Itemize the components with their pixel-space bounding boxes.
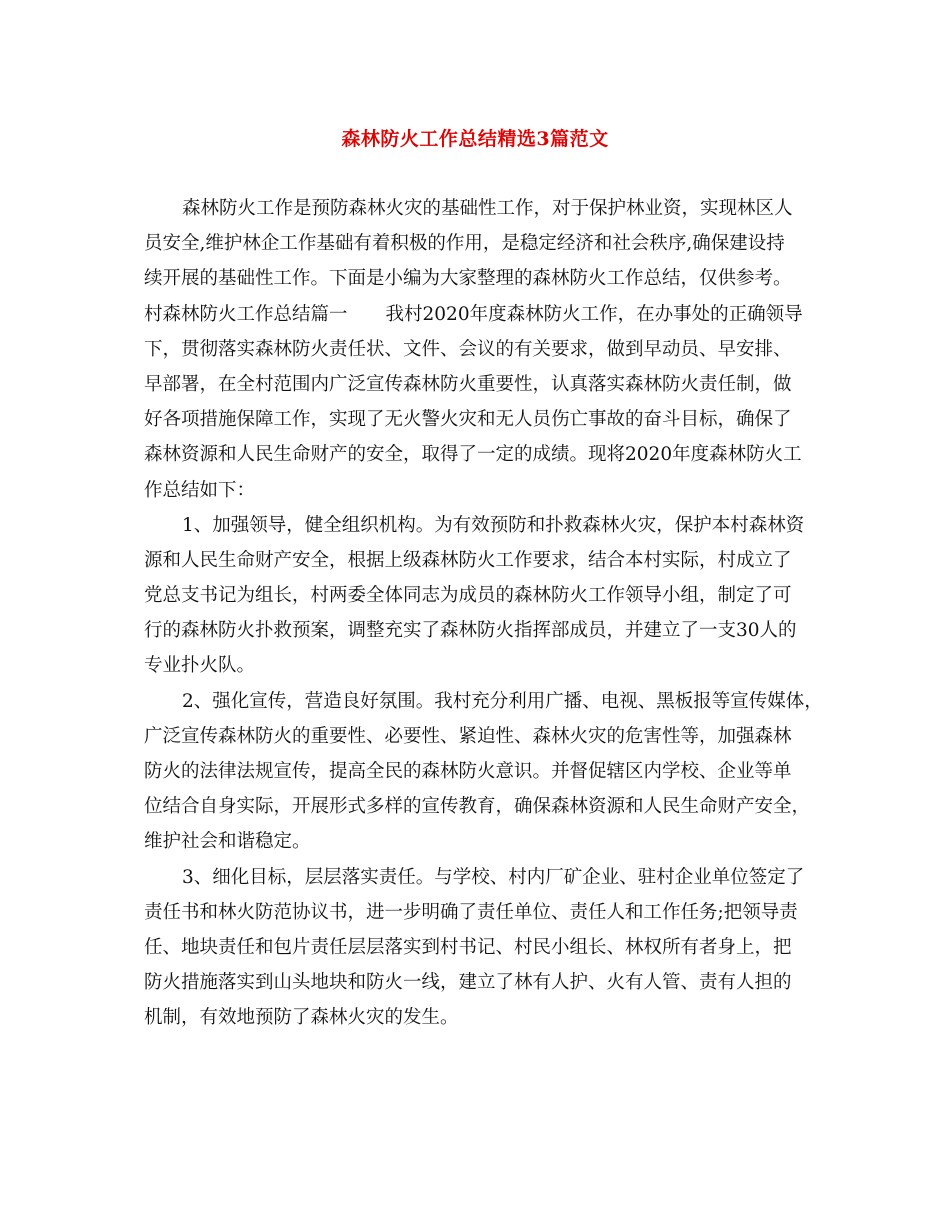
paragraph-line: 续开展的基础性工作。下面是小编为大家整理的森林防火工作总结，仅供参考。: [144, 268, 792, 290]
section-heading: 村森林防火工作总结篇一: [144, 303, 348, 325]
paragraph-line: 防火措施落实到山头地块和防火一线，建立了林有人护、火有人管、责有人担的: [144, 972, 792, 994]
paragraph-line: 员安全,维护林企工作基础有着积极的作用，是稳定经济和社会秩序,确保建设持: [144, 233, 785, 255]
document-title: 森林防火工作总结精选3篇范文: [341, 128, 609, 150]
paragraph-line: 位结合自身实际，开展形式多样的宣传教育，确保森林资源和人民生命财产安全，: [144, 796, 811, 818]
paragraph-line: 源和人民生命财产安全，根据上级森林防火工作要求，结合本村实际，村成立了: [144, 549, 792, 571]
document-body: [144, 191, 823, 1036]
paragraph-line: 党总支书记为组长，村两委全体同志为成员的森林防火工作领导小组，制定了可: [144, 585, 792, 607]
paragraph-line: 作总结如下：: [144, 479, 256, 501]
paragraph-line: 广泛宣传森林防火的重要性、必要性、紧迫性、森林火灾的危害性等，加强森林: [144, 725, 792, 747]
paragraph-line: 森林资源和人民生命财产的安全，取得了一定的成绩。现将2020年度森林防火工: [144, 444, 802, 466]
paragraph-line: 责任书和林火防范协议书，进一步明确了责任单位、责任人和工作任务;把领导责: [144, 901, 798, 923]
paragraph-line: 3、细化目标，层层落实责任。与学校、村内厂矿企业、驻村企业单位签定了: [182, 866, 805, 888]
paragraph-line: 专业扑火队。: [144, 655, 256, 677]
section-heading-line: [144, 297, 812, 332]
paragraph-line: 森林防火工作是预防森林火灾的基础性工作，对于保护林业资，实现林区人: [182, 198, 793, 219]
paragraph-line: 机制，有效地预防了森林火灾的发生。: [144, 1007, 459, 1029]
paragraph-line: 任、地块责任和包片责任层层落实到村书记、村民小组长、林权所有者身上，把: [144, 936, 792, 958]
paragraph-line: 维护社会和谐稳定。: [144, 831, 311, 853]
paragraph-line: 1、加强领导，健全组织机构。为有效预防和扑救森林火灾，保护本村森林资: [182, 514, 805, 536]
paragraph-text: 我村2020年度森林防火工作，在办事处的正确领导: [385, 303, 803, 325]
paragraph-line: 2、强化宣传，营造良好氛围。我村充分利用广播、电视、黑板报等宣传媒体，: [182, 690, 823, 712]
paragraph-line: 行的森林防火扑救预案，调整充实了森林防火指挥部成员，并建立了一支30人的: [144, 620, 797, 642]
paragraph-line: 好各项措施保障工作，实现了无火警火灾和无人员伤亡事故的奋斗目标，确保了: [144, 409, 792, 431]
paragraph-line: 早部署，在全村范围内广泛宣传森林防火重要性，认真落实森林防火责任制，做: [144, 373, 792, 395]
paragraph-line: 下，贯彻落实森林防火责任状、文件、会议的有关要求，做到早动员、早安排、: [144, 338, 792, 360]
paragraph-line: 防火的法律法规宣传，提高全民的森林防火意识。并督促辖区内学校、企业等单: [144, 761, 792, 782]
